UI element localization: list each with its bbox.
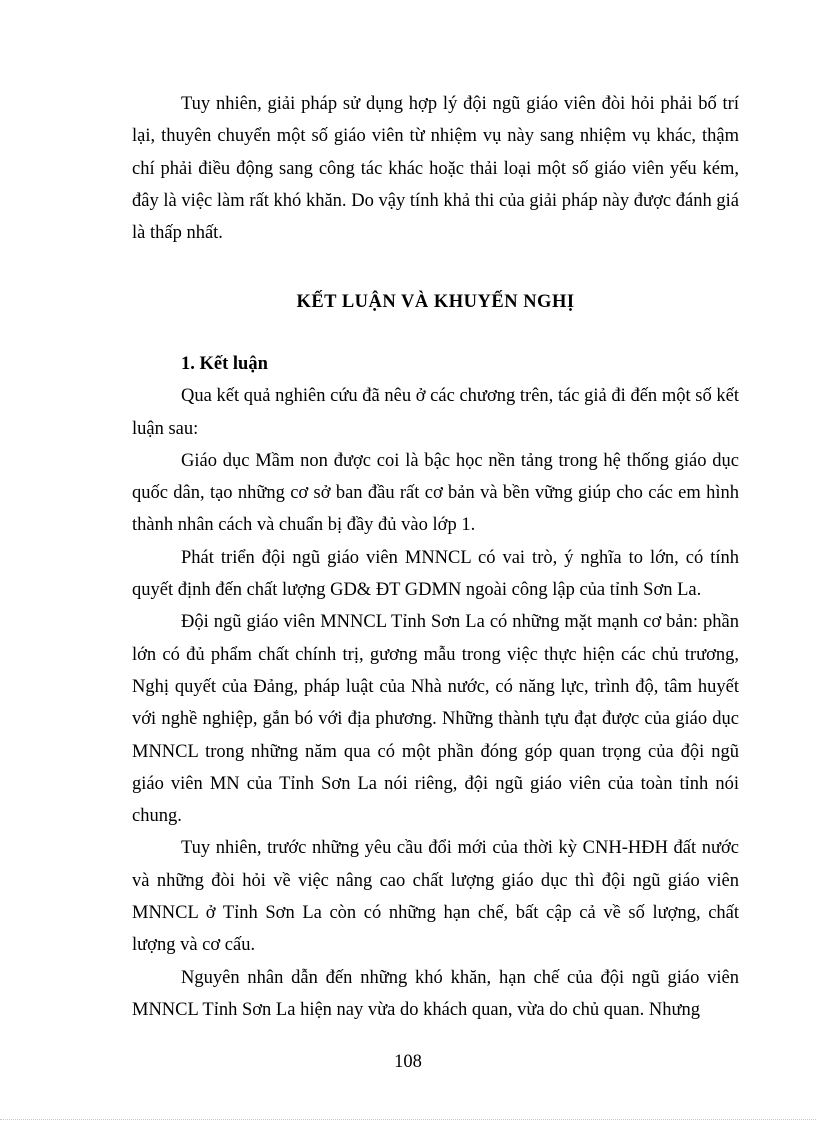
paragraph-1: Qua kết quả nghiên cứu đã nêu ở các chương trên, tác giả đi đến một số kết luận sau: [132, 386, 739, 439]
paragraph-4: Đội ngũ giáo viên MNNCL Tỉnh Sơn La có những mặt mạnh cơ bản: phần lớn có đủ phẩm chất chính trị, gương mẫu trong việc thực hiện các chủ trương, Nghị quyết của Đảng, pháp luật của Nhà nước, có năng lực, trình độ, tâm huyết với nghề nghiệp, gắn bó với địa phương. Những thành tựu đạt được của giáo dục MNNCL trong những năm qua có một phần đóng góp quan trọng của đội ngũ giáo viên MN của Tỉnh Sơn La nói riêng, đội ngũ giáo viên của toàn tỉnh nói chung. [132, 612, 739, 827]
paragraph-3: Phát triển đội ngũ giáo viên MNNCL có vai trò, ý nghĩa to lớn, có tính quyết định đến chất lượng GD& ĐT GDMN ngoài công lập của tỉnh Sơn La. [132, 547, 739, 601]
subsection-title: 1. Kết luận [181, 354, 268, 374]
conclusion-text-block [132, 348, 739, 1026]
page-number: 108 [394, 1052, 422, 1072]
intro-text-block [132, 88, 739, 249]
intro-paragraph: Tuy nhiên, giải pháp sử dụng hợp lý đội ngũ giáo viên đòi hỏi phải bố trí lại, thuyên chuyển một số giáo viên từ nhiệm vụ này sang nhiệm vụ khác, thậm chí phải điều động sang công tác khác hoặc thải loại một số giáo viên yếu kém, đây là việc làm rất khó khăn. Do vậy tính khả thi của giải pháp này được đánh giá là thấp nhất. [132, 94, 739, 244]
page-bottom-divider [0, 1119, 816, 1120]
section-title: KẾT LUẬN VÀ KHUYẾN NGHỊ [296, 292, 575, 312]
paragraph-2: Giáo dục Mầm non được coi là bậc học nền tảng trong hệ thống giáo dục quốc dân, tạo những cơ sở ban đầu rất cơ bản và bền vững giúp cho các em hình thành nhân cách và chuẩn bị đầy đủ vào lớp 1. [132, 450, 739, 536]
paragraph-6: Nguyên nhân dẫn đến những khó khăn, hạn chế của đội ngũ giáo viên MNNCL Tỉnh Sơn La hiện nay vừa do khách quan, vừa do chủ quan. Nhưng [132, 967, 739, 1020]
paragraph-5: Tuy nhiên, trước những yêu cầu đổi mới của thời kỳ CNH-HĐH đất nước và những đòi hỏi về việc nâng cao chất lượng giáo dục thì đội ngũ giáo viên MNNCL ở Tỉnh Sơn La còn có những hạn chế, bất cập cả về số lượng, chất lượng và cơ cấu. [132, 838, 739, 956]
